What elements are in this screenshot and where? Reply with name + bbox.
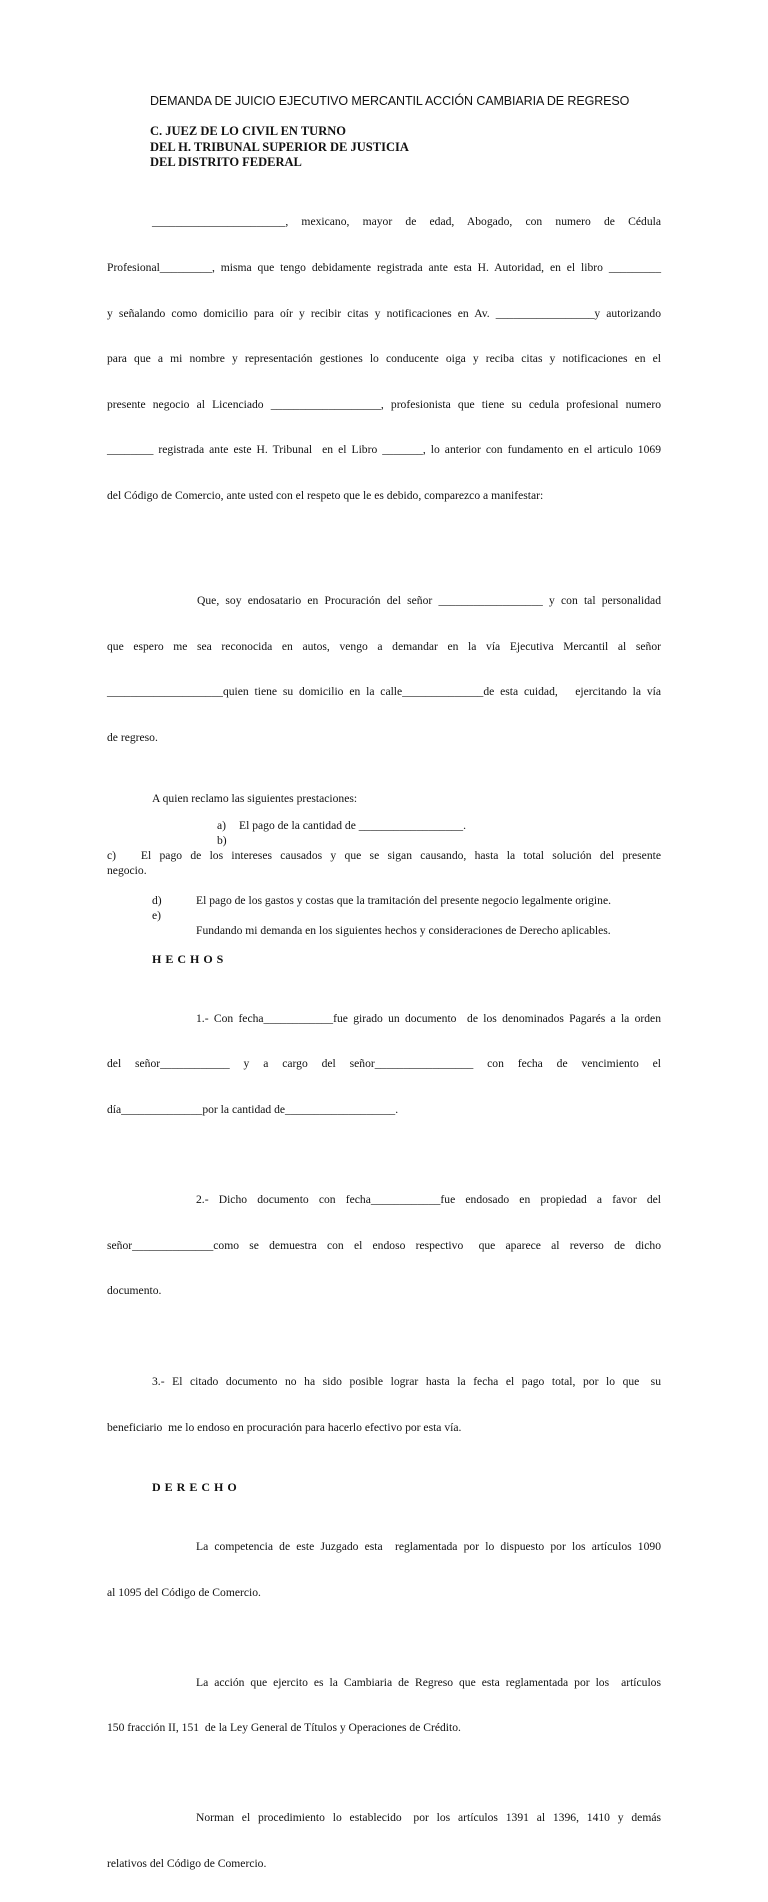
document-title: DEMANDA DE JUICIO EJECUTIVO MERCANTIL ACCIÓN CAMBIARIA DE REGRESO xyxy=(150,94,630,108)
addressee-line-1: C. JUEZ DE LO CIVIL EN TURNO xyxy=(150,124,346,138)
derecho-2 xyxy=(107,1644,661,1766)
hecho-line: 2.- Dicho documento con fecha____________fue endosado en propiedad a favor del xyxy=(196,1192,661,1206)
intro-line: para que a mi nombre y representación gestiones lo conducente oiga y reciba citas y notificaciones en el xyxy=(107,352,661,366)
list-text: El pago de la cantidad de __________________. xyxy=(239,818,466,832)
list-item-c-line: negocio. xyxy=(107,864,147,878)
derecho-line: La acción que ejercito es la Cambiaria de Regreso que esta reglamentada por los artículos xyxy=(196,1675,661,1689)
intro-line: y señalando como domicilio para oír y recibir citas y notificaciones en Av. _________________y autorizando xyxy=(107,306,661,320)
list-marker: a) xyxy=(217,818,227,832)
document-body xyxy=(107,184,661,1902)
derecho-line: relativos del Código de Comercio. xyxy=(107,1856,267,1870)
list-marker: b) xyxy=(217,833,227,847)
list-marker: e) xyxy=(152,908,162,922)
list-text: El pago de los gastos y costas que la tramitación del presente negocio legalmente origine. xyxy=(196,893,611,907)
endosatario-line: Que, soy endosatario en Procuración del señor __________________ y con tal personalidad xyxy=(197,594,661,608)
hecho-line: del señor____________ y a cargo del señor_________________ con fecha de vencimiento el xyxy=(107,1057,661,1071)
list-item xyxy=(107,833,661,848)
hechos-heading: HECHOS xyxy=(152,952,228,967)
endosatario-line: de regreso. xyxy=(107,730,158,744)
derecho-line: 150 fracción II, 151 de la Ley General de Títulos y Operaciones de Crédito. xyxy=(107,1721,461,1735)
hecho-line: beneficiario me lo endoso en procuración para hacerlo efectivo por esta vía. xyxy=(107,1420,462,1434)
derecho-3 xyxy=(107,1780,661,1902)
hecho-3 xyxy=(107,1344,661,1466)
list-item xyxy=(107,818,661,833)
endosatario-paragraph xyxy=(107,563,661,776)
list-marker: d) xyxy=(152,893,162,907)
list-item-c-line: c) El pago de los intereses causados y que se sigan causando, hasta la total solución del presente xyxy=(107,849,661,863)
intro-line: ________ registrada ante este H. Tribunal en el Libro _______, lo anterior con fundamento en el articulo 1069 xyxy=(107,443,661,457)
hecho-line: 3.- El citado documento no ha sido posible lograr hasta la fecha el pago total, por lo que su xyxy=(152,1375,661,1389)
endosatario-line: ____________________quien tiene su domicilio en la calle______________de esta cuidad, ejercitando la vía xyxy=(107,685,661,699)
hecho-line: documento. xyxy=(107,1284,162,1298)
list-item xyxy=(107,908,661,923)
reclamo-line: A quien reclamo las siguientes prestaciones: xyxy=(152,791,358,805)
hecho-line: día______________por la cantidad de___________________. xyxy=(107,1102,399,1116)
derecho-heading: DERECHO xyxy=(152,1480,241,1495)
hecho-1 xyxy=(107,980,661,1147)
hecho-line: 1.- Con fecha____________fue girado un documento de los denominados Pagarés a la orden xyxy=(196,1011,661,1025)
addressee-line-3: DEL DISTRITO FEDERAL xyxy=(150,155,302,169)
derecho-line: Norman el procedimiento lo establecido por los artículos 1391 al 1396, 1410 y demás xyxy=(196,1811,661,1825)
prestaciones-list xyxy=(107,818,661,938)
derecho-line: La competencia de este Juzgado esta reglamentada por lo dispuesto por los artículos 1090 xyxy=(196,1540,661,1554)
hecho-2 xyxy=(107,1162,661,1329)
addressee-block xyxy=(150,124,409,171)
addressee-line-2: DEL H. TRIBUNAL SUPERIOR DE JUSTICIA xyxy=(150,139,409,154)
intro-line: del Código de Comercio, ante usted con el respeto que le es debido, comparezco a manifestar: xyxy=(107,489,544,503)
fundando-line: Fundando mi demanda en los siguientes hechos y consideraciones de Derecho aplicables. xyxy=(196,923,611,937)
derecho-1 xyxy=(107,1509,661,1631)
derecho-line: al 1095 del Código de Comercio. xyxy=(107,1585,261,1599)
endosatario-line: que espero me sea reconocida en autos, vengo a demandar en la vía Ejecutiva Mercantil al señor xyxy=(107,639,661,653)
hecho-line: señor______________como se demuestra con el endoso respectivo que aparece al reverso de dicho xyxy=(107,1238,661,1252)
intro-line: _______________________, mexicano, mayor de edad, Abogado, con numero de Cédula xyxy=(152,215,661,229)
intro-line: Profesional_________, misma que tengo debidamente registrada ante esta H. Autoridad, en el libro _________ xyxy=(107,261,661,275)
intro-paragraph xyxy=(107,184,661,534)
intro-line: presente negocio al Licenciado ___________________, profesionista que tiene su cedula profesional numero xyxy=(107,397,661,411)
list-item xyxy=(107,893,661,908)
